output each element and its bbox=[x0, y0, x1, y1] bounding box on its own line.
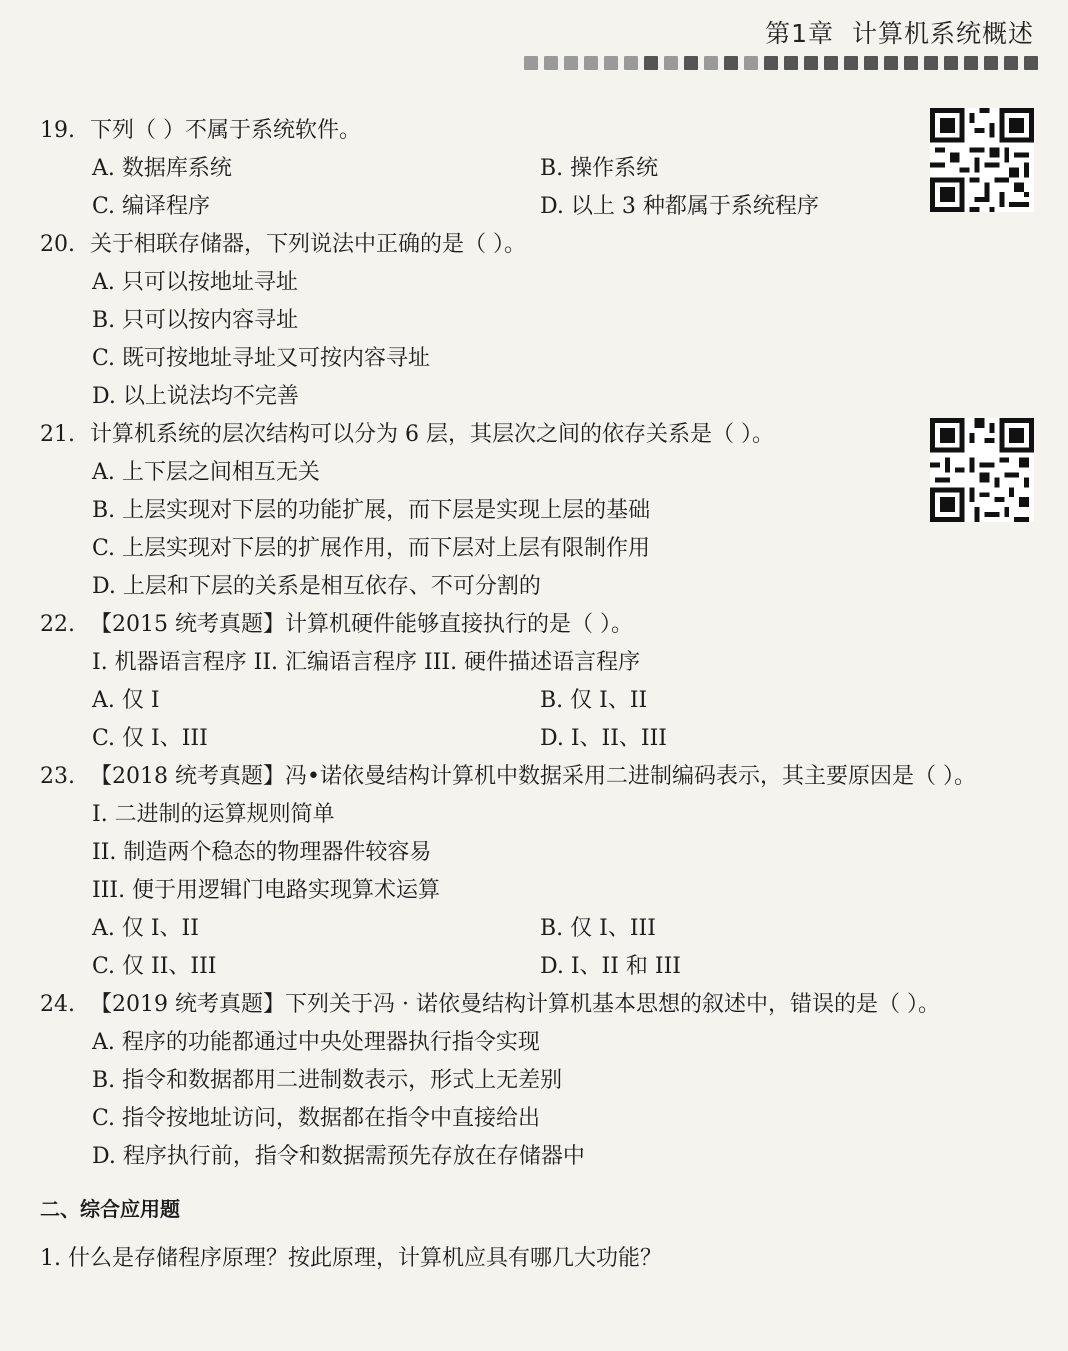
option-a: A. 程序的功能都通过中央处理器执行指令实现 bbox=[92, 1030, 540, 1055]
question-23-stem: 23. 【2018 统考真题】冯•诺依曼结构计算机中数据采用二进制编码表示，其主要原因是（ ）。 bbox=[40, 764, 976, 789]
section-heading: 二、综合应用题 bbox=[40, 1197, 180, 1221]
option-d: D. 以上 3 种都属于系统程序 bbox=[540, 194, 819, 219]
option-a: A. 只可以按地址寻址 bbox=[92, 270, 298, 295]
question-24-stem: 24. 【2019 统考真题】下列关于冯 · 诺依曼结构计算机基本思想的叙述中，错误的是（ ）。 bbox=[40, 992, 940, 1017]
chapter-title: 计算机系统概述 bbox=[851, 19, 1034, 48]
option-a: A. 仅 I、II bbox=[92, 916, 199, 941]
option-c: C. 上层实现对下层的扩展作用，而下层对上层有限制作用 bbox=[92, 536, 651, 561]
option-a: A. 数据库系统 bbox=[92, 156, 232, 181]
question-23-options-row bbox=[40, 948, 1040, 986]
header-decoration-bar bbox=[500, 56, 1038, 70]
question-23-options-row bbox=[40, 910, 1040, 948]
option-d: D. 以上说法均不完善 bbox=[92, 384, 299, 409]
option-c: C. 指令按地址访问，数据都在指令中直接给出 bbox=[92, 1106, 541, 1131]
application-question-1: 1. 什么是存储程序原理？按此原理，计算机应具有哪几大功能？ bbox=[40, 1246, 662, 1271]
option-b: B. 上层实现对下层的功能扩展，而下层是实现上层的基础 bbox=[92, 498, 651, 523]
statement-2: II. 制造两个稳态的物理器件较容易 bbox=[92, 840, 432, 865]
option-b: B. 仅 I、III bbox=[540, 916, 656, 941]
option-b: B. 指令和数据都用二进制数表示，形式上无差别 bbox=[92, 1068, 563, 1093]
option-a: A. 仅 I bbox=[92, 688, 160, 713]
question-21-stem: 21. 计算机系统的层次结构可以分为 6 层，其层次之间的依存关系是（ ）。 bbox=[40, 422, 774, 447]
statement-3: III. 便于用逻辑门电路实现算术运算 bbox=[92, 878, 441, 903]
question-19-options-row bbox=[40, 188, 1040, 226]
question-list bbox=[40, 112, 1040, 1278]
chapter-header bbox=[765, 14, 1034, 50]
option-c: C. 仅 I、III bbox=[92, 726, 208, 751]
option-d: D. I、II 和 III bbox=[540, 954, 681, 979]
question-19-options-row bbox=[40, 150, 1040, 188]
option-c: C. 编译程序 bbox=[92, 194, 211, 219]
option-a: A. 上下层之间相互无关 bbox=[92, 460, 320, 485]
question-22-stem: 22. 【2015 统考真题】计算机硬件能够直接执行的是（ ）。 bbox=[40, 612, 633, 637]
option-c: C. 仅 II、III bbox=[92, 954, 217, 979]
question-22-options-row bbox=[40, 682, 1040, 720]
question-20-stem: 20. 关于相联存储器，下列说法中正确的是（ ）。 bbox=[40, 232, 526, 257]
option-b: B. 只可以按内容寻址 bbox=[92, 308, 299, 333]
option-c: C. 既可按地址寻址又可按内容寻址 bbox=[92, 346, 431, 371]
option-d: D. 上层和下层的关系是相互依存、不可分割的 bbox=[92, 574, 541, 599]
question-19-stem: 19. 下列（ ）不属于系统软件。 bbox=[40, 118, 361, 143]
statement-1: I. 二进制的运算规则简单 bbox=[92, 802, 335, 827]
question-22-options-row bbox=[40, 720, 1040, 758]
chapter-number: 第1章 bbox=[765, 19, 834, 48]
option-b: B. 仅 I、II bbox=[540, 688, 648, 713]
option-d: D. 程序执行前，指令和数据需预先存放在存储器中 bbox=[92, 1144, 585, 1169]
option-d: D. I、II、III bbox=[540, 726, 667, 751]
statement-list: I. 机器语言程序 II. 汇编语言程序 III. 硬件描述语言程序 bbox=[92, 650, 641, 675]
option-b: B. 操作系统 bbox=[540, 156, 659, 181]
